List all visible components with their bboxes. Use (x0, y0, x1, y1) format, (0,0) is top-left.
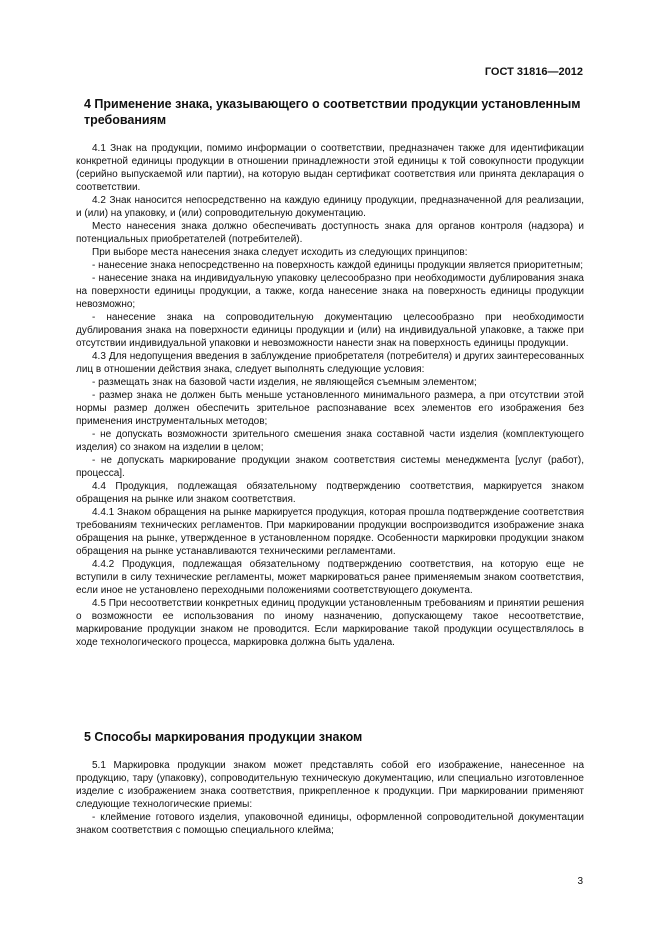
paragraph: 4.1 Знак на продукции, помимо информации о соответствии, предназначен также для идентификации конкретной единицы продукции в отношении принадлежности этой единицы к той совокупности продукции (серийно выпускаемой или партии), на которую выдан сертификат соответствия или принята декларация о соответствии. (76, 143, 584, 193)
paragraph: 4.4.1 Знаком обращения на рынке маркируется продукция, которая прошла подтверждение соответствия требованиям технических регламентов. При маркировании продукции воспроизводится изображение знака обращения на рынке, утвержденное в установленном порядке. Особенности маркировки продукции знаком обращения на рынке устанавливаются техническими регламентами. (76, 507, 584, 557)
section-4-title: 4 Применение знака, указывающего о соответствии продукции установленным требованиям (84, 97, 581, 127)
list-item: - не допускать маркирование продукции знаком соответствия системы менеджмента [услуг (работ), процесса]. (76, 455, 584, 479)
paragraph: Место нанесения знака должно обеспечивать доступность знака для органов контроля (надзора) и потенциальных приобретателей (потребителей). (76, 221, 584, 245)
paragraph: При выборе места нанесения знака следует исходить из следующих принципов: (92, 247, 468, 258)
paragraph: 4.5 При несоответствии конкретных единиц продукции установленным требованиям и принятии решения о возможности ее использования по иному назначению, допускающему такое несоответствие, маркирование продукции знаком не проводится. Если маркирование такой продукции осуществлялось в ходе технологического процесса, маркировка должна быть удалена. (76, 598, 584, 648)
list-item: - нанесение знака на индивидуальную упаковку целесообразно при необходимости дублирования знака на поверхности единицы продукции, а также, когда нанесение знака на поверхность единицы продукции невозможно; (76, 273, 584, 310)
list-item: - размер знака не должен быть меньше установленного минимального размера, а при отсутствии этой нормы размер должен обеспечить зрительное распознавание всех элементов его изображения без применения инструментальных методов; (76, 390, 584, 427)
section-5 (76, 729, 584, 837)
section-4 (76, 96, 584, 649)
list-item: - не допускать возможности зрительного смешения знака составной части изделия (комплектующего изделия) со знаком на изделии в целом; (76, 429, 584, 453)
page-number: 3 (577, 876, 583, 887)
list-item: - нанесение знака на сопроводительную документацию целесообразно при необходимости дублирования знака на поверхности единицы продукции и (или) на индивидуальной упаковке, а также при отсутствии индивидуальной упаковки и невозможности нанести знак на поверхность единицы продукции. (76, 312, 584, 349)
document-header: ГОСТ 31816—2012 (484, 66, 583, 78)
paragraph: 5.1 Маркировка продукции знаком может представлять собой его изображение, нанесенное на продукцию, тару (упаковку), сопроводительную техническую документацию, или специально изготовленное изделие с изображением знака соответствия, прикрепленное к продукции. При маркировании применяют следующие технологические приемы: (76, 760, 584, 810)
paragraph: 4.3 Для недопущения введения в заблуждение приобретателя (потребителя) и других заинтересованных лиц в отношении действия знака, следует выполнять следующие условия: (76, 351, 584, 375)
list-item: - размещать знак на базовой части изделия, не являющейся съемным элементом; (92, 377, 477, 388)
paragraph: 4.2 Знак наносится непосредственно на каждую единицу продукции, предназначенной для реализации, и (или) на упаковку, и (или) сопроводительную документацию. (76, 195, 584, 219)
paragraph: 4.4.2 Продукция, подлежащая обязательному подтверждению соответствия, на которую еще не вступили в силу технические регламенты, может маркироваться ранее применяемым знаком соответствия, если иное не установлено переходными положениями соответствующего документа. (76, 559, 584, 596)
paragraph: 4.4 Продукция, подлежащая обязательному подтверждению соответствия, маркируется знаком обращения на рынке или знаком соответствия. (76, 481, 584, 505)
section-5-title: 5 Способы маркирования продукции знаком (84, 730, 363, 744)
list-item: - нанесение знака непосредственно на поверхность каждой единицы продукции является приоритетным; (92, 260, 584, 271)
list-item: - клеймение готового изделия, упаковочной единицы, оформленной сопроводительной документации знаком соответствия с помощью специального клейма; (76, 812, 584, 836)
